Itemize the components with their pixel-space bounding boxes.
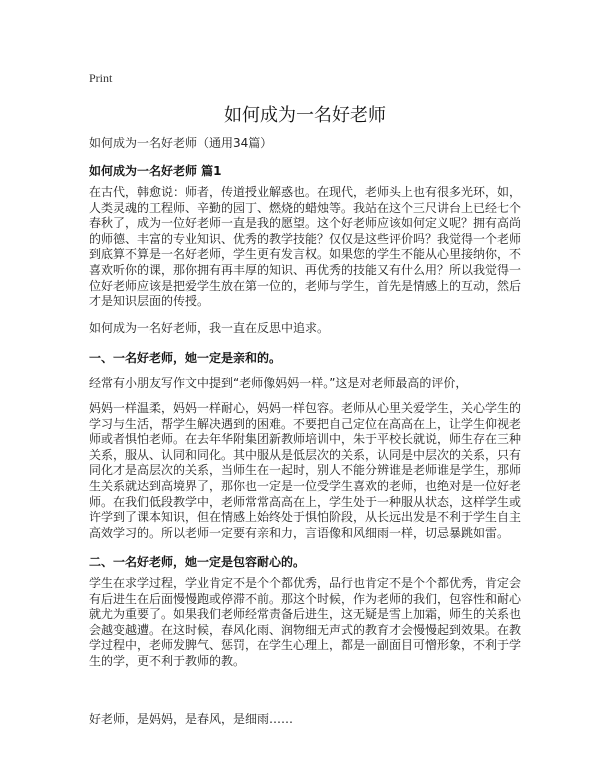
paragraph-4: 妈妈一样温柔，妈妈一样耐心，妈妈一样包容。老师从心里关爱学生，关心学生的学习与生活，帮学生解决遇到的困难。不要把自己定位在高高在上，让学生仰视老师或者惧怕老师。在去年华附集团新教师培训中，朱于平校长就说，师生存在三种关系，服从、认同和同化。其中服从是低层次的关系，认同是中层次的关系，只有同化才是高层次的关系，当师生在一起时，别人不能分辨谁是老师谁是学生，那师生关系就达到高境界了，那你也一定是一位受学生喜欢的老师，也绝对是一位好老师。在我们低段教学中，老师常常高高在上，学生处于一种服从状态，这样学生或许学到了课本知识，但在情感上始终处于惧怕阶段，从长远出发是不利于学生自主高效学习的。所以老师一定要有亲和力，言语像和风细雨一样，切忌暴跳如雷。 [89, 401, 522, 540]
paragraph-6: 好老师，是妈妈，是春风，是细雨…… [89, 712, 294, 726]
page-title: 如何成为一名好老师 [224, 105, 386, 126]
page-subtitle: 如何成为一名好老师（通用34篇） [89, 136, 273, 150]
paragraph-3: 经常有小朋友写作文中提到“老师像妈妈一样。”这是对老师最高的评价， [89, 376, 468, 390]
paragraph-1: 在古代，韩愈说：师者，传道授业解惑也。在现代，老师头上也有很多光环，如，人类灵魂的工程师、辛勤的园丁、燃烧的蜡烛等。我站在这个三尺讲台上已经七个春秋了，成为一位好老师一直是我的愿望。这个好老师应该如何定义呢？拥有高尚的师德、丰富的专业知识、优秀的教学技能？仅仅是这些评价吗？我觉得一个老师到底算不算是一名好老师，学生更有发言权。如果您的学生不能从心里接纳你，不喜欢听你的课，那你拥有再丰厚的知识、再优秀的技能又有什么用？所以我觉得一位好老师应该是把爱学生放在第一位的，老师与学生，首先是情感上的互动，然后才是知识层面的传授。 [89, 185, 522, 309]
paragraph-2: 如何成为一名好老师，我一直在反思中追求。 [89, 321, 330, 335]
print-label[interactable]: Print [89, 71, 113, 85]
paragraph-5: 学生在求学过程，学业肯定不是个个都优秀，品行也肯定不是个个都优秀，肯定会有后进生在后面慢慢跑或停滞不前。那这个时候，作为老师的我们，包容性和耐心就尤为重要了。如果我们老师经常责备后进生，这无疑是雪上加霜，师生的关系也会越变越遭。在这时候，春风化雨、润物细无声式的教育才会慢慢起到效果。在教学过程中，老师发脾气、惩罚，在学生心理上，都是一副面目可憎形象，不利于学生的学，更不利于教师的教。 [89, 576, 522, 668]
section-heading: 如何成为一名好老师 篇1 [89, 164, 222, 178]
heading-1: 一、一名好老师，她一定是亲和的。 [89, 351, 282, 365]
heading-2: 二、一名好老师，她一定是包容耐心的。 [89, 555, 306, 569]
